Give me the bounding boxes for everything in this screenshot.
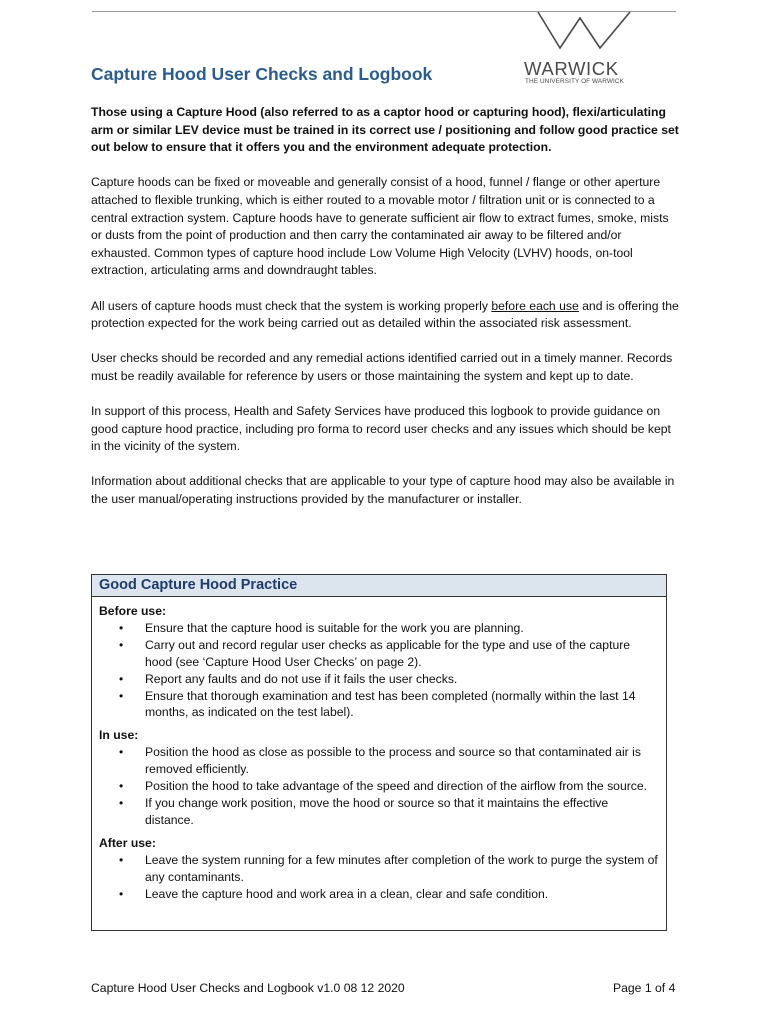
intro-paragraph: Those using a Capture Hood (also referred to as a captor hood or capturing hood), flexi/articulating arm or similar LEV device must be trained in its correct use / positioning and follow good practice set out below to ensure that it offers you and the environment adequate protection. bbox=[91, 105, 679, 155]
footer-document-title: Capture Hood User Checks and Logbook v1.0 08 12 2020 bbox=[91, 981, 405, 995]
good-practice-box bbox=[91, 574, 667, 931]
bullet-icon: • bbox=[119, 886, 124, 901]
page-title: Capture Hood User Checks and Logbook bbox=[91, 64, 433, 84]
bullet-icon: • bbox=[119, 671, 124, 686]
in-use-label: In use: bbox=[99, 728, 139, 743]
bullet-icon: • bbox=[119, 745, 124, 760]
before-use-list bbox=[99, 620, 658, 721]
paragraph-additional-checks: Information about additional checks that are applicable to your type of capture hood may also be available in the user manual/operating instructions provided by the manufacturer or installer. bbox=[91, 474, 675, 507]
before-use-label: Before use: bbox=[99, 604, 167, 618]
in-use-list bbox=[99, 744, 658, 829]
logo-wordmark: WARWICK bbox=[524, 58, 619, 79]
underlined-before-each-use: before each use bbox=[491, 298, 579, 313]
paragraph-checks-end: and is offering the protection expected for the work being carried out as detailed within the associated risk assessment. bbox=[91, 298, 679, 331]
after-use-list bbox=[99, 852, 658, 903]
bullet-icon: • bbox=[119, 688, 124, 703]
list-item: • Leave the capture hood and work area in a clean, clear and safe condition. bbox=[119, 886, 549, 901]
list-item: • If you change work position, move the hood or source so that it maintains the effective distance. bbox=[119, 795, 609, 827]
after-use-label: After use: bbox=[99, 835, 156, 850]
paragraph-records: User checks should be recorded and any remedial actions identified carried out in a timely manner. Records must be readily available for reference by users or those maintaining the system and kept up to date. bbox=[91, 351, 673, 383]
list-item: • Position the hood as close as possible to the process and source so that contaminated air is removed efficiently. bbox=[119, 745, 641, 777]
list-item: • Carry out and record regular user checks as applicable for the type and use of the capture hood (see ‘Capture Hood User Checks’ on page 2). bbox=[119, 637, 631, 669]
logo-subtitle: THE UNIVERSITY OF WARWICK bbox=[525, 78, 624, 85]
practice-body bbox=[92, 597, 666, 902]
footer-page-number: Page 1 of 4 bbox=[613, 981, 676, 995]
bullet-icon: • bbox=[119, 637, 124, 652]
list-item: • Ensure that the capture hood is suitable for the work you are planning. bbox=[119, 620, 524, 635]
paragraph-checks bbox=[91, 298, 681, 333]
list-item: • Position the hood to take advantage of the speed and direction of the airflow from the source. bbox=[119, 779, 648, 794]
paragraph-description: Capture hoods can be fixed or moveable and generally consist of a hood, funnel / flange or other aperture attached to flexible trunking, which is either routed to a movable motor / filtration unit or is connected to a central extraction system. Capture hoods have to generate sufficient air flow to extract fumes, smoke, mists or dusts from the point of production and then carry the contaminated air away to be filtered and/or exhausted. Common types of capture hood include Low Volume High Velocity (LVHV) hoods, on-tool extraction, articulating arms and downdraught tables. bbox=[91, 175, 669, 278]
bullet-icon: • bbox=[119, 620, 124, 635]
list-item: • Report any faults and do not use if it fails the user checks. bbox=[119, 671, 458, 686]
warwick-logo bbox=[522, 8, 640, 88]
list-item: • Ensure that thorough examination and test has been completed (normally within the last 14 months, as indicated on the test label). bbox=[119, 688, 636, 720]
paragraph-logbook: In support of this process, Health and Safety Services have produced this logbook to provide guidance on good capture hood practice, including pro forma to record user checks and any issues which should be kept in the vicinity of the system. bbox=[91, 404, 671, 454]
practice-heading: Good Capture Hood Practice bbox=[92, 575, 666, 597]
paragraph-checks-start: All users of capture hoods must check that the system is working properly bbox=[91, 298, 492, 313]
list-item: • Leave the system running for a few minutes after completion of the work to purge the system of any contaminants. bbox=[119, 852, 658, 884]
bullet-icon: • bbox=[119, 779, 124, 794]
bullet-icon: • bbox=[119, 795, 124, 810]
bullet-icon: • bbox=[119, 852, 124, 867]
warwick-w-mark-icon bbox=[522, 8, 640, 58]
main-content bbox=[91, 104, 681, 526]
